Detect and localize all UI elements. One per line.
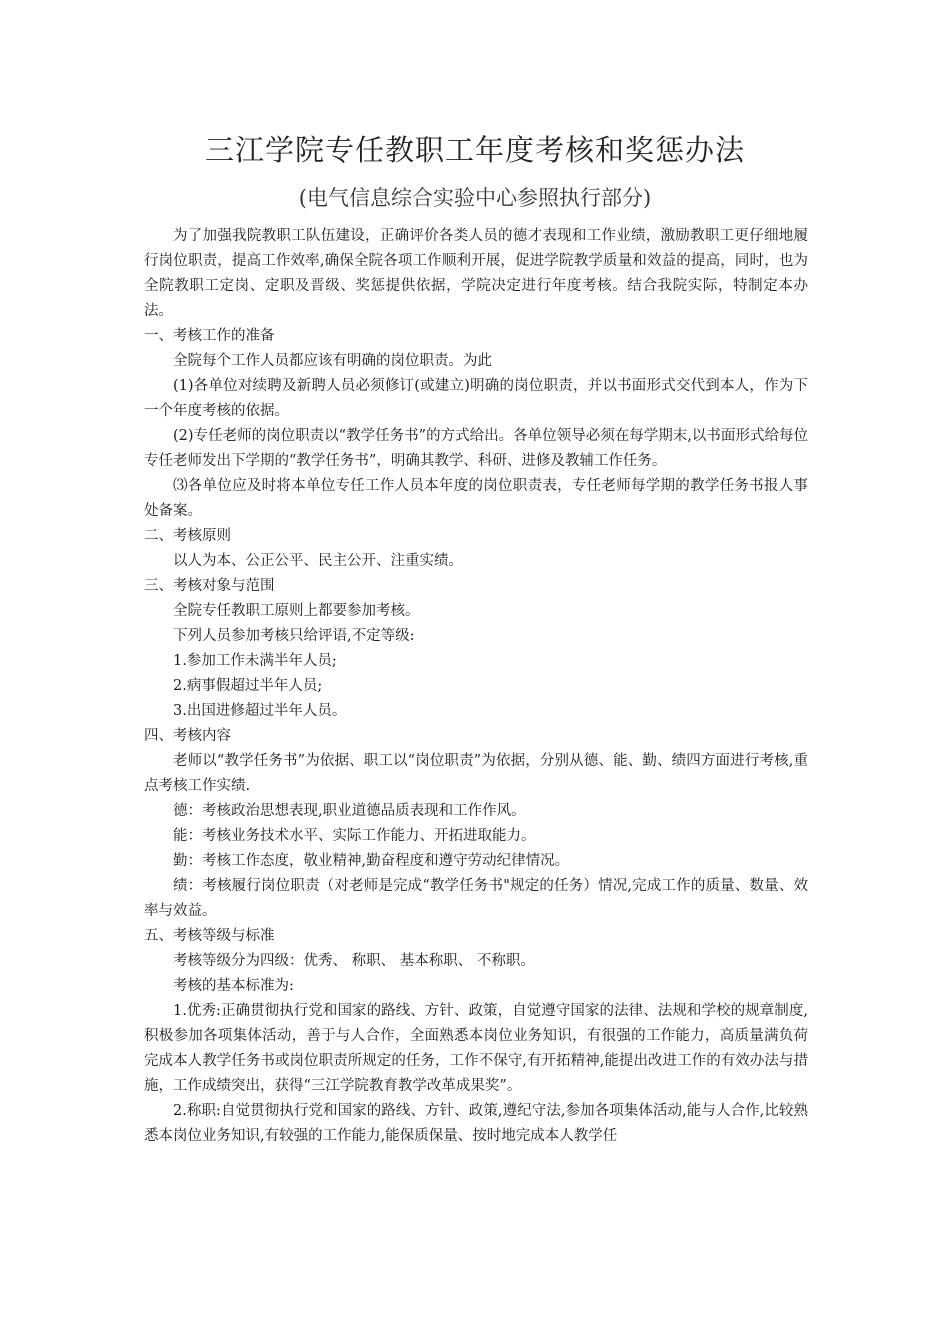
paragraph: 勤：考核工作态度，敬业精神,勤奋程度和遵守劳动纪律情况。 <box>173 853 570 869</box>
paragraph: 下列人员参加考核只给评语,不定等级: <box>173 628 415 644</box>
paragraph: 绩：考核履行岗位职责（对老师是完成“教学任务书"规定的任务）情况,完成工作的质量、数量、效率与效益。 <box>144 878 808 919</box>
paragraph: (2)专任老师的岗位职责以“教学任务书”的方式给出。各单位领导必须在每学期末,以书面形式给每位专任老师发出下学期的“教学任务书”，明确其教学、科研、进修及教辅工作任务。 <box>144 428 808 469</box>
paragraph: 以人为本、公正公平、民主公开、注重实绩。 <box>173 553 463 569</box>
paragraph: 考核等级分为四级：优秀、 称职、 基本称职、 不称职。 <box>173 953 535 969</box>
paragraph: 全院每个工作人员都应该有明确的岗位职责。为此 <box>173 353 492 369</box>
paragraph: 2.病事假超过半年人员; <box>173 678 323 694</box>
paragraph: 1.优秀:正确贯彻执行党和国家的路线、方针、政策，自觉遵守国家的法律、法规和学校的规章制度,积极参加各项集体活动，善于与人合作，全面熟悉本岗位业务知识，有很强的工作能力，高质量满负荷完成本人教学任务书或岗位职责所规定的任务，工作不保守,有开拓精神,能提出改进工作的有效办法与措施，工作成绩突出，获得“三江学院教育教学改革成果奖”。 <box>144 1003 808 1094</box>
paragraph: 3.出国进修超过半年人员。 <box>173 703 347 719</box>
paragraph: ⑶各单位应及时将本单位专任工作人员本年度的岗位职责表，专任老师每学期的教学任务书报人事处备案。 <box>144 478 808 519</box>
section-heading: 四、考核内容 <box>144 728 231 744</box>
document-title: 三江学院专任教职工年度考核和奖惩办法 <box>204 133 745 167</box>
paragraph: 全院专任教职工原则上都要参加考核。 <box>173 603 420 619</box>
section-heading: 一、考核工作的准备 <box>144 328 275 344</box>
paragraph: 2.称职:自觉贯彻执行党和国家的路线、方针、政策,遵纪守法,参加各项集体活动,能与人合作,比较熟悉本岗位业务知识,有较强的工作能力,能保质保量、按时地完成本人教学任 <box>144 1103 808 1144</box>
paragraph: 考核的基本标准为: <box>173 978 294 994</box>
section-heading: 二、考核原则 <box>144 528 231 544</box>
paragraph: (1)各单位对续聘及新聘人员必须修订(或建立)明确的岗位职责，并以书面形式交代到本人，作为下一个年度考核的依据。 <box>144 378 808 419</box>
section-heading: 三、考核对象与范围 <box>144 578 275 594</box>
document-body <box>144 224 808 1149</box>
paragraph: 老师以“教学任务书”为依据、职工以“岗位职责”为依据，分别从德、能、勤、绩四方面进行考核,重点考核工作实绩. <box>144 753 808 794</box>
paragraph: 德：考核政治思想表现,职业道德品质表现和工作作风。 <box>173 803 526 819</box>
section-heading: 五、考核等级与标准 <box>144 928 275 944</box>
paragraph: 能：考核业务技术水平、实际工作能力、开拓进取能力。 <box>173 828 536 844</box>
paragraph: 为了加强我院教职工队伍建设，正确评价各类人员的德才表现和工作业绩，激励教职工更仔细地履行岗位职责，提高工作效率,确保全院各项工作顺利开展，促进学院教学质量和效益的提高，同时，也为全院教职工定岗、定职及晋级、奖惩提供依据，学院决定进行年度考核。结合我院实际，特制定本办法。 <box>144 228 808 319</box>
document-subtitle: (电气信息综合实验中心参照执行部分) <box>298 186 652 210</box>
paragraph: 1.参加工作未满半年人员; <box>173 653 337 669</box>
